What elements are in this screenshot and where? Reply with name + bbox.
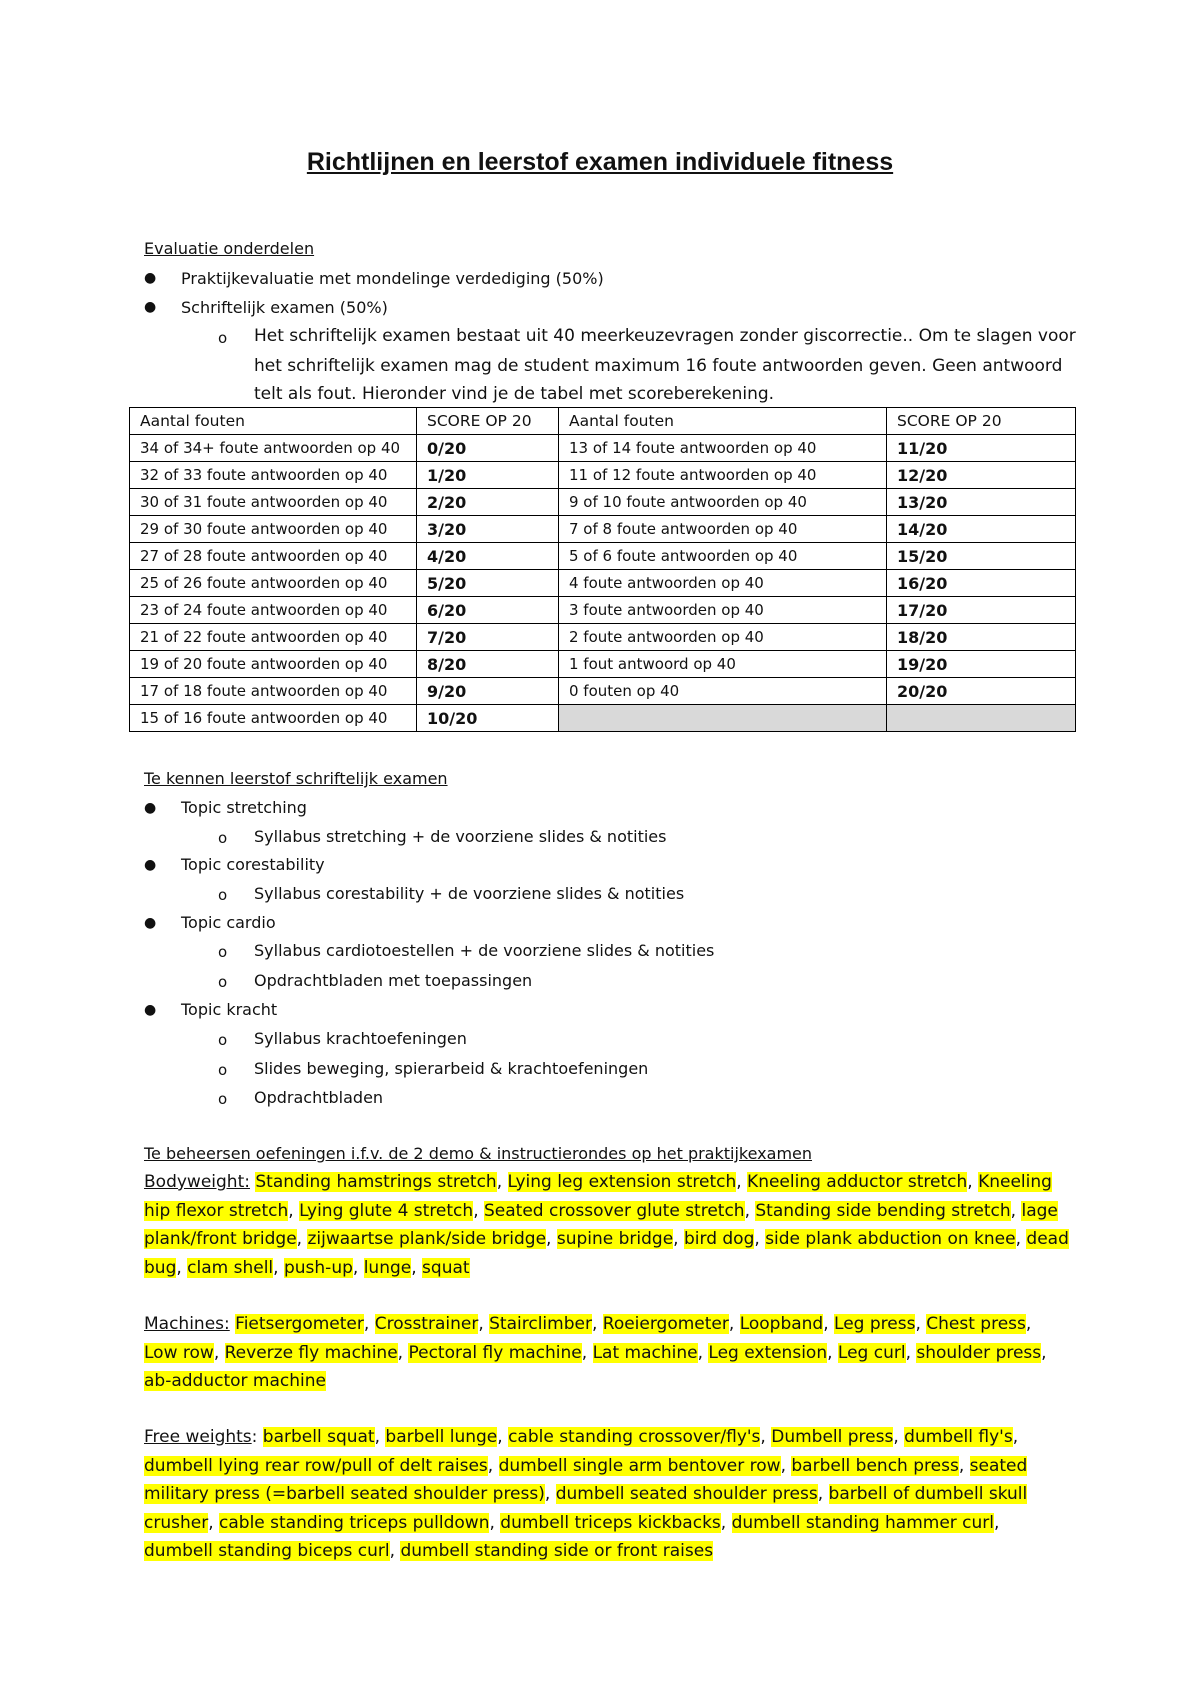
exercise-item: Crosstrainer — [374, 1314, 479, 1334]
free-weights-paragraph: Free weights: barbell squat, barbell lunge, cable standing crossover/fly's, Dumbell press, dumbell fly's, dumbell lying rear row/pull of delt raises, dumbell single arm bentover row, barbell bench press, seated military press (=barbell seated shoulder press), dumbell seated shoulder press, barbell of dumbell skull crusher, cable standing triceps pulldown, dumbell triceps kickbacks, dumbell standing hammer curl, dumbell standing biceps curl, dumbell standing side or front raises — [144, 1427, 1028, 1561]
score-cell: 5/20 — [417, 570, 559, 597]
machines-list: Fietsergometer, Crosstrainer, Stairclimber, Roeiergometer, Loopband, Leg press, Chest press, Low row, Reverze fly machine, Pectoral fly machine, Lat machine, Leg extension, Leg curl, shoulder press, ab-adductor machine — [144, 1314, 1047, 1391]
evaluation-heading: Evaluatie onderdelen — [144, 239, 315, 258]
topic-item: Topic corestability — [181, 855, 325, 874]
fouten-cell: 17 of 18 foute antwoorden op 40 — [130, 678, 417, 705]
score-cell: 0/20 — [417, 435, 559, 462]
exercise-item: Reverze fly machine — [224, 1342, 398, 1363]
score-cell: 4/20 — [417, 543, 559, 570]
exercise-item: lunge — [363, 1257, 412, 1278]
sub-bullet-icon: o — [218, 829, 228, 847]
exercise-item: Standing side bending stretch — [755, 1200, 1011, 1221]
score-cell: 1/20 — [417, 462, 559, 489]
score-cell: 15/20 — [887, 543, 1076, 570]
topic-item: Topic kracht — [181, 1000, 278, 1019]
table-header-cell: SCORE OP 20 — [887, 408, 1076, 435]
fouten-cell — [559, 705, 887, 732]
bullet-icon: ● — [144, 857, 157, 873]
exercise-item: Leg curl — [837, 1342, 906, 1363]
exercise-item: Kneeling adductor stretch — [747, 1172, 968, 1192]
table-row — [130, 516, 1076, 543]
table-header-cell: Aantal fouten — [130, 408, 417, 435]
sub-bullet-icon: o — [218, 1090, 228, 1108]
exercise-item: Leg press — [834, 1314, 916, 1334]
score-cell: 18/20 — [887, 624, 1076, 651]
score-cell: 13/20 — [887, 489, 1076, 516]
fouten-cell: 30 of 31 foute antwoorden op 40 — [130, 489, 417, 516]
topic-sub-item: Slides beweging, spierarbeid & krachtoefeningen — [254, 1059, 649, 1078]
exercise-item: squat — [422, 1257, 470, 1278]
score-cell: 17/20 — [887, 597, 1076, 624]
score-cell: 7/20 — [417, 624, 559, 651]
exercise-item: dumbell single arm bentover row — [498, 1455, 781, 1476]
fouten-cell: 7 of 8 foute antwoorden op 40 — [559, 516, 887, 543]
bodyweight-list: Standing hamstrings stretch, Lying leg extension stretch, Kneeling adductor stretch, Kneeling hip flexor stretch, Lying glute 4 stretch, Seated crossover glute stretch, Standing side bending stretch, lage plank/front bridge, zijwaartse plank/side bridge, supine bridge, bird dog, side plank abduction on knee, dead bug, clam shell, push-up, lunge, squat — [144, 1172, 1069, 1278]
exercise-item: dumbell seated shoulder press — [555, 1484, 818, 1504]
table-row — [130, 651, 1076, 678]
fouten-cell: 9 of 10 foute antwoorden op 40 — [559, 489, 887, 516]
table-row — [130, 543, 1076, 570]
exercise-item: Pectoral fly machine — [408, 1342, 582, 1363]
exercise-item: Dumbell press — [771, 1427, 894, 1447]
exercise-item: supine bridge — [556, 1229, 674, 1249]
exercise-item: Seated crossover glute stretch — [484, 1200, 745, 1221]
evaluation-item: Praktijkevaluatie met mondelinge verdediging (50%) — [181, 269, 604, 288]
exercise-item: Leg extension — [708, 1342, 828, 1363]
topic-item: Topic cardio — [181, 913, 276, 932]
free-weights-label: Free weights — [144, 1427, 252, 1447]
exercise-item: push-up — [283, 1257, 353, 1278]
table-row — [130, 597, 1076, 624]
table-header-row — [130, 408, 1076, 435]
exercise-item: dumbell lying rear row/pull of delt raises — [144, 1455, 488, 1476]
score-cell — [887, 705, 1076, 732]
page-title: Richtlijnen en leerstof examen individuele fitness — [306, 148, 894, 176]
exercise-item: Low row — [144, 1342, 214, 1363]
machines-label: Machines: — [144, 1314, 230, 1334]
fouten-cell: 21 of 22 foute antwoorden op 40 — [130, 624, 417, 651]
exercise-item: dumbell standing side or front raises — [400, 1541, 714, 1561]
fouten-cell: 11 of 12 foute antwoorden op 40 — [559, 462, 887, 489]
bullet-icon: ● — [144, 915, 157, 931]
exercise-item: clam shell — [187, 1257, 274, 1278]
topic-sub-item: Syllabus krachtoefeningen — [254, 1029, 467, 1048]
exercise-item: Lying glute 4 stretch — [299, 1200, 474, 1221]
free-weights-list: barbell squat, barbell lunge, cable standing crossover/fly's, Dumbell press, dumbell fly's, dumbell lying rear row/pull of delt raises, dumbell single arm bentover row, barbell bench press, seated military press (=barbell seated shoulder press), dumbell seated shoulder press, barbell of dumbell skull crusher, cable standing triceps pulldown, dumbell triceps kickbacks, dumbell standing hammer curl, dumbell standing biceps curl, dumbell standing side or front raises — [144, 1427, 1028, 1561]
evaluation-sub-line: het schriftelijk examen mag de student maximum 16 foute antwoorden geven. Geen antwoord — [254, 356, 1063, 376]
fouten-cell: 32 of 33 foute antwoorden op 40 — [130, 462, 417, 489]
exercise-item: Stairclimber — [489, 1314, 592, 1334]
exercise-item: barbell of dumbell skull crusher — [144, 1484, 1028, 1533]
fouten-cell: 23 of 24 foute antwoorden op 40 — [130, 597, 417, 624]
table-header-cell: SCORE OP 20 — [417, 408, 559, 435]
sub-bullet-icon: o — [218, 1061, 228, 1079]
exercise-item: bird dog — [683, 1229, 755, 1249]
topic-sub-item: Syllabus corestability + de voorziene slides & notities — [254, 884, 685, 903]
exercise-item: Loopband — [739, 1314, 824, 1334]
bodyweight-label: Bodyweight: — [144, 1172, 250, 1192]
score-cell: 16/20 — [887, 570, 1076, 597]
fouten-cell: 13 of 14 foute antwoorden op 40 — [559, 435, 887, 462]
score-cell: 6/20 — [417, 597, 559, 624]
exercise-item: dumbell fly's — [904, 1427, 1013, 1447]
fouten-cell: 19 of 20 foute antwoorden op 40 — [130, 651, 417, 678]
table-row — [130, 570, 1076, 597]
topic-sub-item: Syllabus cardiotoestellen + de voorziene slides & notities — [254, 941, 715, 960]
exercise-item: zijwaartse plank/side bridge — [307, 1229, 547, 1249]
fouten-cell: 25 of 26 foute antwoorden op 40 — [130, 570, 417, 597]
exercise-item: dead bug — [144, 1229, 1069, 1278]
evaluation-item: Schriftelijk examen (50%) — [181, 298, 388, 317]
exercise-item: dumbell standing biceps curl — [144, 1541, 390, 1561]
bullet-icon: ● — [144, 800, 157, 816]
score-cell: 9/20 — [417, 678, 559, 705]
score-cell: 3/20 — [417, 516, 559, 543]
fouten-cell: 29 of 30 foute antwoorden op 40 — [130, 516, 417, 543]
leerstof-heading: Te kennen leerstof schriftelijk examen — [144, 769, 448, 788]
exercise-item: shoulder press — [916, 1342, 1042, 1363]
exercise-item: dumbell triceps kickbacks — [500, 1512, 721, 1533]
exercise-item: barbell squat — [262, 1427, 375, 1447]
fouten-cell: 1 fout antwoord op 40 — [559, 651, 887, 678]
fouten-cell: 27 of 28 foute antwoorden op 40 — [130, 543, 417, 570]
exercise-item: side plank abduction on knee — [765, 1229, 1016, 1249]
exercise-item: cable standing crossover/fly's — [508, 1427, 761, 1447]
score-cell: 8/20 — [417, 651, 559, 678]
fouten-cell: 2 foute antwoorden op 40 — [559, 624, 887, 651]
exercise-item: Lat machine — [592, 1342, 698, 1363]
exercise-item: Kneeling hip flexor stretch — [144, 1172, 1052, 1221]
fouten-cell: 15 of 16 foute antwoorden op 40 — [130, 705, 417, 732]
oefeningen-heading: Te beheersen oefeningen i.f.v. de 2 demo & instructierondes op het praktijkexamen — [144, 1144, 813, 1163]
evaluation-sub-line: Het schriftelijk examen bestaat uit 40 meerkeuzevragen zonder giscorrectie.. Om te slagen voor — [254, 326, 1076, 346]
fouten-cell: 4 foute antwoorden op 40 — [559, 570, 887, 597]
fouten-cell: 5 of 6 foute antwoorden op 40 — [559, 543, 887, 570]
bullet-icon: ● — [144, 270, 157, 286]
topic-sub-item: Opdrachtbladen — [254, 1088, 384, 1107]
sub-bullet-icon: o — [218, 1031, 228, 1049]
score-cell: 14/20 — [887, 516, 1076, 543]
exercise-item: seated military press (=barbell seated shoulder press) — [144, 1455, 1028, 1504]
exercise-item: ab-adductor machine — [144, 1371, 326, 1391]
fouten-cell: 3 foute antwoorden op 40 — [559, 597, 887, 624]
machines-paragraph — [144, 1310, 1069, 1396]
table-header-cell: Aantal fouten — [559, 408, 887, 435]
score-cell: 19/20 — [887, 651, 1076, 678]
exercise-item: Chest press — [926, 1314, 1026, 1334]
table-row — [130, 678, 1076, 705]
table-row — [130, 462, 1076, 489]
bodyweight-paragraph — [144, 1168, 1069, 1282]
topic-sub-item: Opdrachtbladen met toepassingen — [254, 971, 533, 990]
score-cell: 11/20 — [887, 435, 1076, 462]
sub-bullet-icon: o — [218, 886, 228, 904]
evaluation-sub-line: telt als fout. Hieronder vind je de tabel met scoreberekening. — [254, 384, 775, 404]
exercise-item: barbell bench press — [791, 1455, 959, 1476]
topic-item: Topic stretching — [181, 798, 307, 817]
exercise-item: cable standing triceps pulldown — [219, 1512, 490, 1533]
score-cell: 20/20 — [887, 678, 1076, 705]
sub-bullet-icon: o — [218, 973, 228, 991]
score-cell: 2/20 — [417, 489, 559, 516]
topic-sub-item: Syllabus stretching + de voorziene slides & notities — [254, 827, 667, 846]
exercise-item: Lying leg extension stretch — [507, 1172, 737, 1192]
table-row — [130, 705, 1076, 732]
sub-bullet-icon: o — [218, 329, 228, 347]
score-cell: 10/20 — [417, 705, 559, 732]
sub-bullet-icon: o — [218, 943, 228, 961]
bullet-icon: ● — [144, 1002, 157, 1018]
score-table — [129, 407, 1076, 732]
fouten-cell: 34 of 34+ foute antwoorden op 40 — [130, 435, 417, 462]
table-row — [130, 489, 1076, 516]
table-row — [130, 624, 1076, 651]
exercise-item: dumbell standing hammer curl — [731, 1512, 995, 1533]
table-row — [130, 435, 1076, 462]
bullet-icon: ● — [144, 299, 157, 315]
exercise-item: Fietsergometer — [235, 1314, 364, 1334]
exercise-item: Standing hamstrings stretch — [255, 1172, 497, 1192]
fouten-cell: 0 fouten op 40 — [559, 678, 887, 705]
score-cell: 12/20 — [887, 462, 1076, 489]
exercise-item: barbell lunge — [385, 1427, 498, 1447]
exercise-item: lage plank/front bridge — [144, 1200, 1058, 1249]
exercise-item: Roeiergometer — [602, 1314, 729, 1334]
